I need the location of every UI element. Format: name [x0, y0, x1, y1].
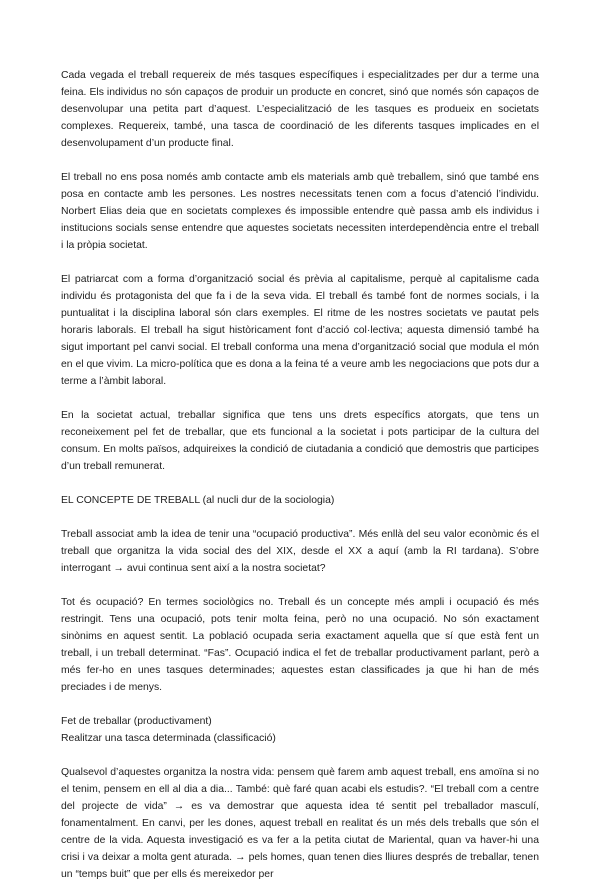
paragraph-productive-occupation: Treball associat amb la idea de tenir una “ocupació productiva”. Més enllà del seu valor econòmic és el treball que organitza la vida social des del XIX, desde el XX a aquí (amb la RI tardana). S’obre interrogant → avui continua sent així a la nostra societat? [61, 529, 539, 574]
list-block [61, 713, 539, 747]
paragraph-patriarchy: El patriarcat com a forma d’organització social és prèvia al capitalisme, perquè al capitalisme cada individu és protagonista del que fa i de la seva vida. El treball és també font de normes socials, i la puntualitat i la disciplina laboral són clars exemples. El ritme de les nostres societats ve pautat pels horaris laborals. El treball ha sigut històricament font d’acció col·lectiva; aquesta dimensió també ha sigut important pel canvi social. El treball conforma una mena d’organització social que modula el món en el que vivim. La micro-política que es dona a la feina té a veure amb les negociacions que pots dur a terme a l’àmbit laboral. [61, 274, 539, 387]
list-item: Fet de treballar (productivament) [61, 716, 212, 727]
paragraph-occupation-vs-work: Tot és ocupació? En termes sociològics no. Treball és un concepte més ampli i ocupació és més restringit. Tens una ocupació, pots tenir molta feina, però no una ocupació. No són exactament sinònims en aquest sentit. La població ocupada seria exactament aquella que sí que està fent un treball, i un treball determinat. “Fas”. Ocupació indica el fet de treballar productivament parlant, però a més fer-ho en unes tasques determinades; aquestes estan classificades ja que hi han de més preciades i de menys. [61, 597, 539, 693]
list-item: Realitzar una tasca determinada (classificació) [61, 733, 276, 744]
section-heading: EL CONCEPTE DE TREBALL (al nucli dur de la sociologia) [61, 495, 335, 506]
paragraph-specialization: Cada vegada el treball requereix de més tasques específiques i especialitzades per dur a terme una feina. Els individus no són capaços de produir un producte en concret, sinó que només són capaços de desenvolupar una petita part d’aquest. L’especialització de les tasques es produeix en societats complexes. Requereix, també, una tasca de coordinació de les diferents tasques implicades en el desenvolupament d’un producte final. [61, 70, 539, 149]
paragraph-work-and-people: El treball no ens posa només amb contacte amb els materials amb què treballem, sinó que també ens posa en contacte amb les persones. Les nostres necessitats tenen com a focus d’atenció l’individu. Norbert Elias deia que en societats complexes és impossible entendre què passa amb els individus i institucions socials sense entendre que aquestes societats necessiten interdependència entre el treball i la pròpia societat. [61, 172, 539, 251]
paragraph-current-society: En la societat actual, treballar significa que tens uns drets específics atorgats, que tens un reconeixement pel fet de treballar, que ets funcional a la societat i pots participar de la cultura del consum. En molts països, adquireixes la condició de ciutadania a condició que demostris que participes d’un treball remunerat. [61, 410, 539, 472]
paragraph-final: Qualsevol d’aquestes organitza la nostra vida: pensem què farem amb aquest treball, ens amoïna si no el tenim, pensem en ell al dia a dia... També: què faré quan acabi els estudis?. “El treball com a centre del projecte de vida” → es va demostrar que aquesta idea té sentit pel treballador masculí, fonamentalment. En canvi, per les dones, aquest treball en realitat és un més dels treballs que són el centre de la vida. Aquesta investigació es va fer a la petita ciutat de Mariental, quan va haver-hi una crisi i va deixar a molta gent aturada. → pels homes, quan tenen dies lliures després de treballar, tenen un “temps buit” que per ells és mereixedor per [61, 767, 539, 880]
